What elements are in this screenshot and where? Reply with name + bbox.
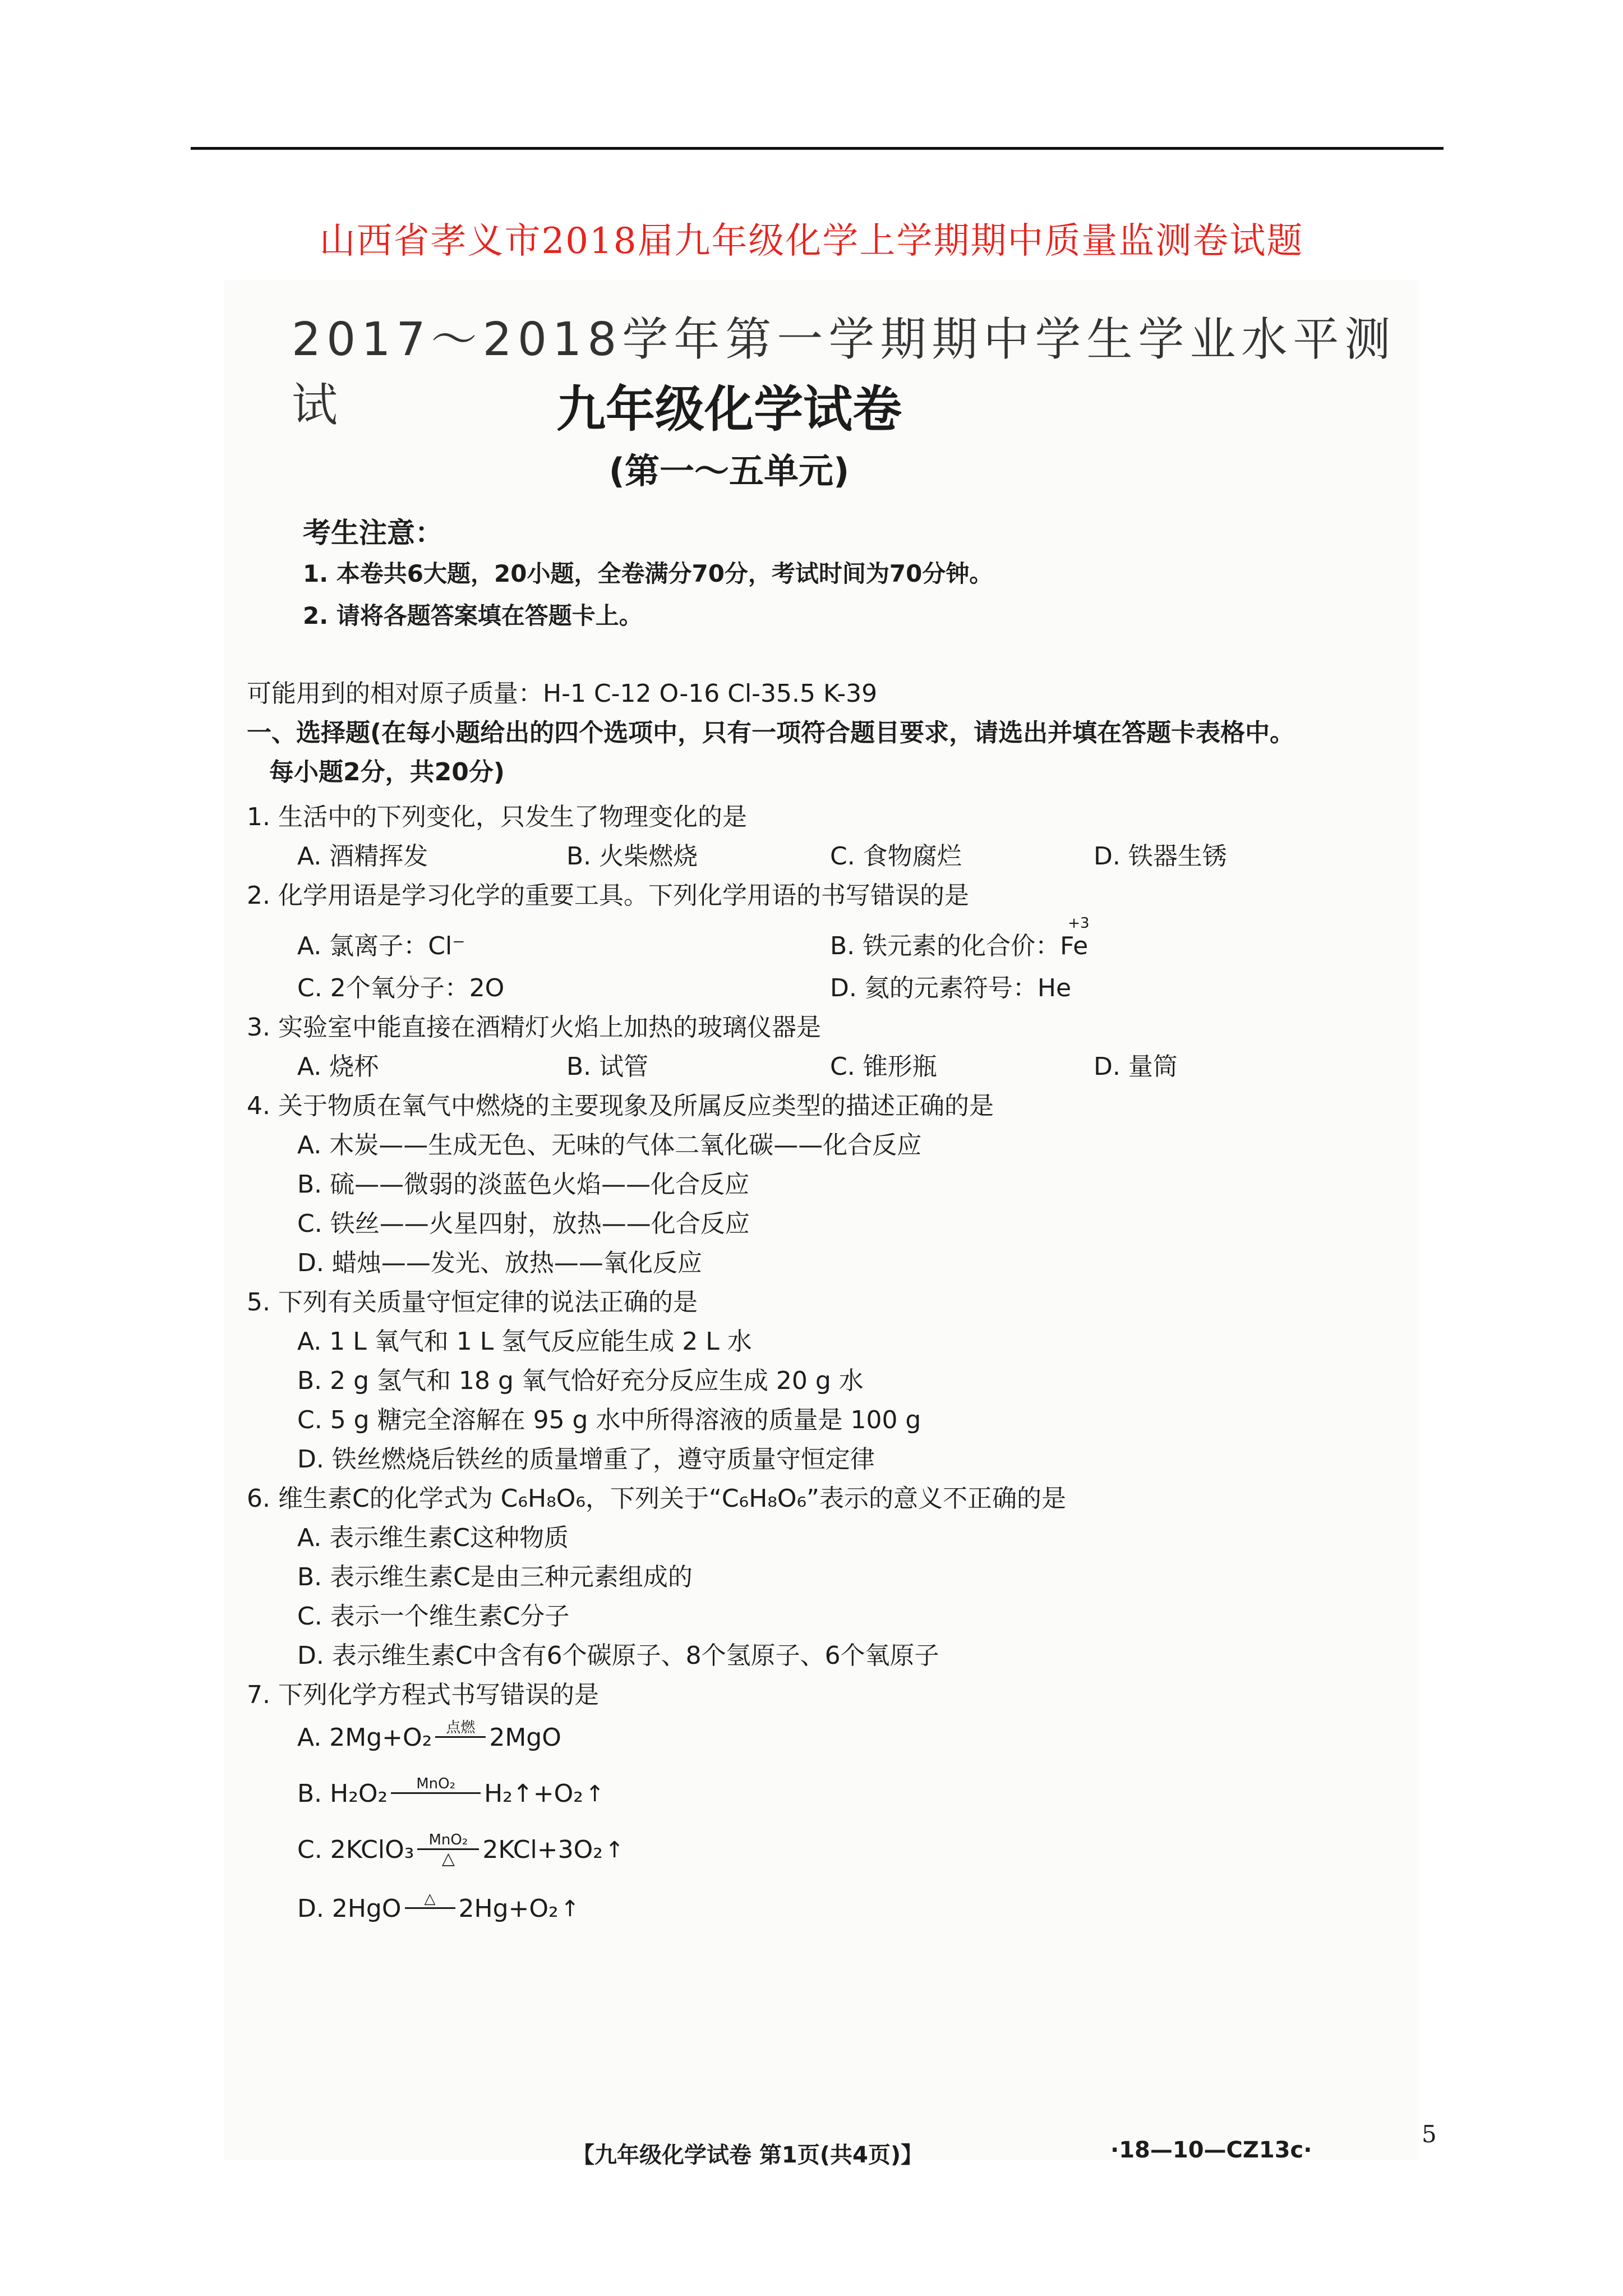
q2-option-c: C. 2个氧分子：2O (297, 974, 505, 1002)
notice-item-1: 1. 本卷共6大题，20小题，全卷满分70分，考试时间为70分钟。 (303, 560, 993, 587)
q3-option-d: D. 量筒 (1094, 1052, 1178, 1081)
q1-stem: 1. 生活中的下列变化，只发生了物理变化的是 (247, 803, 747, 831)
q5-option-c: C. 5 g 糖完全溶解在 95 g 水中所得溶液的质量是 100 g (297, 1406, 921, 1434)
header-rule (191, 147, 1444, 150)
q3-option-b: B. 试管 (566, 1052, 649, 1081)
q7-a-condition (435, 1719, 486, 1756)
q7-b-arrow-bar (391, 1792, 481, 1794)
q4-stem: 4. 关于物质在氧气中燃烧的主要现象及所属反应类型的描述正确的是 (247, 1092, 994, 1120)
q7-a-reactants: A. 2Mg+O₂ (297, 1723, 432, 1752)
q7-c-reactants: C. 2KClO₃ (297, 1835, 414, 1864)
q7-c-condition-bottom: △ (441, 1849, 455, 1869)
exam-footer-page-info: 【九年级化学试卷 第1页(共4页)】 (572, 2142, 924, 2168)
exam-header: 2017～2018学年第一学期期中学生学业水平测试 (292, 313, 1396, 432)
q3-stem: 3. 实验室中能直接在酒精灯火焰上加热的玻璃仪器是 (247, 1013, 821, 1042)
q7-d-gas-arrow: ↑ (560, 1895, 580, 1922)
q1-option-b: B. 火柴燃烧 (566, 842, 698, 871)
q2-option-b (830, 915, 1090, 961)
q5-option-d: D. 铁丝燃烧后铁丝的质量增重了，遵守质量守恒定律 (297, 1445, 875, 1474)
q7-c-products: 2KCl+3O₂ (482, 1835, 603, 1864)
q7-b-reactants: B. H₂O₂ (297, 1779, 388, 1808)
page-number: 5 (1422, 2120, 1437, 2148)
q1-option-a: A. 酒精挥发 (297, 842, 428, 871)
atomic-masses: 可能用到的相对原子质量：H-1 C-12 O-16 Cl-35.5 K-39 (247, 679, 878, 708)
q4-option-c: C. 铁丝——火星四射，放热——化合反应 (297, 1209, 750, 1238)
q4-option-a: A. 木炭——生成无色、无味的气体二氧化碳——化合反应 (297, 1131, 922, 1159)
q7-option-d (297, 1890, 579, 1927)
q1-option-c: C. 食物腐烂 (830, 842, 962, 871)
q7-c-condition-top: MnO₂ (428, 1832, 468, 1848)
q7-d-reactants: D. 2HgO (297, 1894, 402, 1923)
q7-option-a (297, 1719, 564, 1756)
notice-title: 考生注意： (303, 517, 443, 549)
q7-b-products: H₂↑+O₂ (484, 1779, 583, 1808)
q7-b-condition (391, 1775, 481, 1812)
q4-option-d: D. 蜡烛——发光、放热——氧化反应 (297, 1249, 702, 1277)
q3-option-c: C. 锥形瓶 (830, 1052, 937, 1081)
section-heading-line1: 一、选择题(在每小题给出的四个选项中，只有一项符合题目要求，请选出并填在答题卡表格中。 (247, 719, 1295, 747)
q6-option-d: D. 表示维生素C中含有6个碳原子、8个氢原子、6个氧原子 (297, 1641, 939, 1670)
exam-footer-code: ·18—10—CZ13c· (1110, 2137, 1312, 2163)
q7-option-b (297, 1775, 604, 1812)
section-heading-line2: 每小题2分，共20分) (269, 758, 505, 786)
q2-option-a: A. 氯离子：Cl⁻ (297, 932, 465, 960)
exam-scope: (第一～五单元) (608, 450, 850, 491)
q3-option-a: A. 烧杯 (297, 1052, 379, 1081)
q7-stem: 7. 下列化学方程式书写错误的是 (247, 1681, 599, 1709)
exam-title: 九年级化学试卷 (556, 380, 902, 438)
q6-stem: 6. 维生素C的化学式为 C₆H₈O₆，下列关于“C₆H₈O₆”表示的意义不正确的是 (247, 1484, 1066, 1513)
q6-option-b: B. 表示维生素C是由三种元素组成的 (297, 1563, 693, 1591)
notice-item-2: 2. 请将各题答案填在答题卡上。 (303, 602, 643, 629)
q6-option-c: C. 表示一个维生素C分子 (297, 1602, 570, 1631)
q7-d-arrow-bar (405, 1907, 455, 1909)
q2-fe-symbol: Fe (1060, 932, 1089, 960)
q7-a-arrow-bar (435, 1736, 486, 1738)
scanned-exam-page (224, 280, 1419, 2168)
q2-stem: 2. 化学用语是学习化学的重要工具。下列化学用语的书写错误的是 (247, 881, 969, 910)
q2-option-d: D. 氦的元素符号：He (830, 974, 1072, 1002)
q5-stem: 5. 下列有关质量守恒定律的说法正确的是 (247, 1288, 698, 1317)
q7-c-gas-arrow: ↑ (605, 1837, 624, 1863)
q7-a-condition-top: 点燃 (446, 1719, 476, 1736)
q2-option-b-label: B. 铁元素的化合价： (830, 932, 1061, 960)
q7-b-condition-top: MnO₂ (416, 1775, 456, 1792)
q6-option-a: A. 表示维生素C这种物质 (297, 1524, 569, 1552)
q5-option-a: A. 1 L 氧气和 1 L 氢气反应能生成 2 L 水 (297, 1327, 752, 1356)
q7-c-condition (417, 1832, 479, 1868)
q7-b-gas-arrow: ↑ (585, 1780, 605, 1807)
q5-option-b: B. 2 g 氢气和 18 g 氧气恰好充分反应生成 20 g 水 (297, 1366, 864, 1395)
q7-option-c (297, 1832, 624, 1868)
q7-a-products: 2MgO (489, 1723, 561, 1752)
q1-option-d: D. 铁器生锈 (1094, 842, 1227, 871)
q7-d-condition-top: △ (424, 1890, 436, 1907)
q2-valence: +3 (1068, 915, 1090, 932)
document-title: 山西省孝义市2018届九年级化学上学期期中质量监测卷试题 (319, 220, 1304, 262)
q4-option-b: B. 硫——微弱的淡蓝色火焰——化合反应 (297, 1170, 750, 1199)
q7-d-condition (405, 1890, 455, 1927)
q7-d-products: 2Hg+O₂ (458, 1894, 559, 1923)
